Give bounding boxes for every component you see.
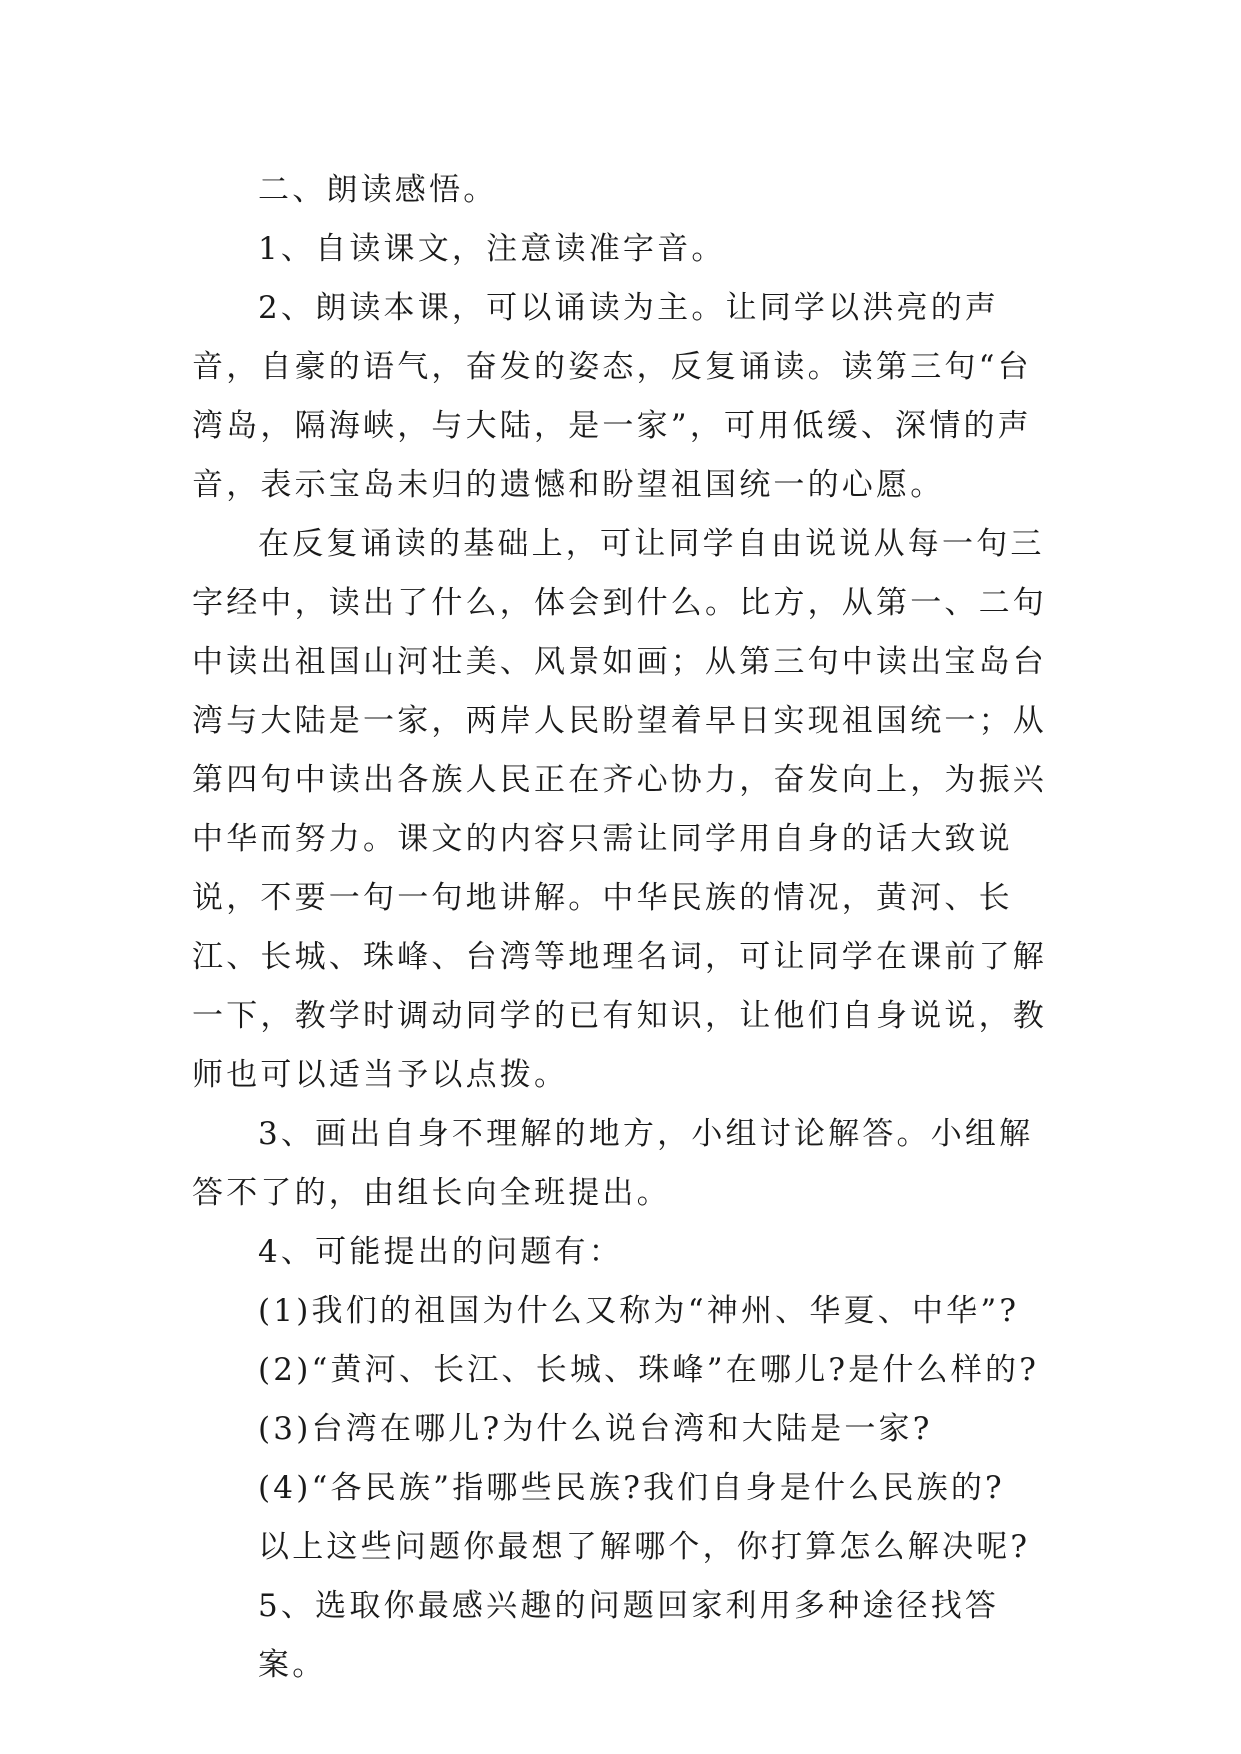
question-1: (1)我们的祖国为什么又称为“神州、华夏、中华”?	[258, 1293, 1020, 1329]
questions-summary: 以上这些问题你最想了解哪个，你打算怎么解决呢?	[258, 1529, 1031, 1565]
paragraph-recitation: 在反复诵读的基础上，可让同学自由说说从每一句三字经中，读出了什么，体会到什么。比方，从第一、二句中读出祖国山河壮美、风景如画；从第三句中读出宝岛台湾与大陆是一家，两岸人民盼望着早日实现祖国统一；从第四句中读出各族人民正在齐心协力，奋发向上，为振兴中华而努力。课文的内容只需让同学用自身的话大致说说，不要一句一句地讲解。中华民族的情况，黄河、长江、长城、珠峰、台湾等地理名词，可让同学在课前了解一下，教学时调动同学的已有知识，让他们自身说说，教师也可以适当予以点拨。	[192, 526, 1047, 1093]
question-4: (4)“各民族”指哪些民族?我们自身是什么民族的?	[258, 1470, 1005, 1506]
section-heading: 二、朗读感悟。	[258, 172, 498, 208]
paragraph-step-3: 3、画出自身不理解的地方，小组讨论解答。小组解答不了的，由组长向全班提出。	[192, 1116, 1034, 1211]
document-body	[192, 161, 1062, 1695]
question-3: (3)台湾在哪儿?为什么说台湾和大陆是一家?	[258, 1411, 933, 1447]
question-2: (2)“黄河、长江、长城、珠峰”在哪儿?是什么样的?	[258, 1352, 1040, 1388]
paragraph-step-4: 4、可能提出的问题有：	[258, 1234, 623, 1270]
paragraph-step-1: 1、自读课文，注意读准字音。	[258, 231, 726, 267]
paragraph-step-5: 5、选取你最感兴趣的问题回家利用多种途径找答案。	[258, 1588, 1000, 1683]
paragraph-step-2: 2、朗读本课，可以诵读为主。让同学以洪亮的声音，自豪的语气，奋发的姿态，反复诵读。读第三句“台湾岛，隔海峡，与大陆，是一家”，可用低缓、深情的声音，表示宝岛未归的遗憾和盼望祖国统一的心愿。	[192, 290, 1032, 503]
